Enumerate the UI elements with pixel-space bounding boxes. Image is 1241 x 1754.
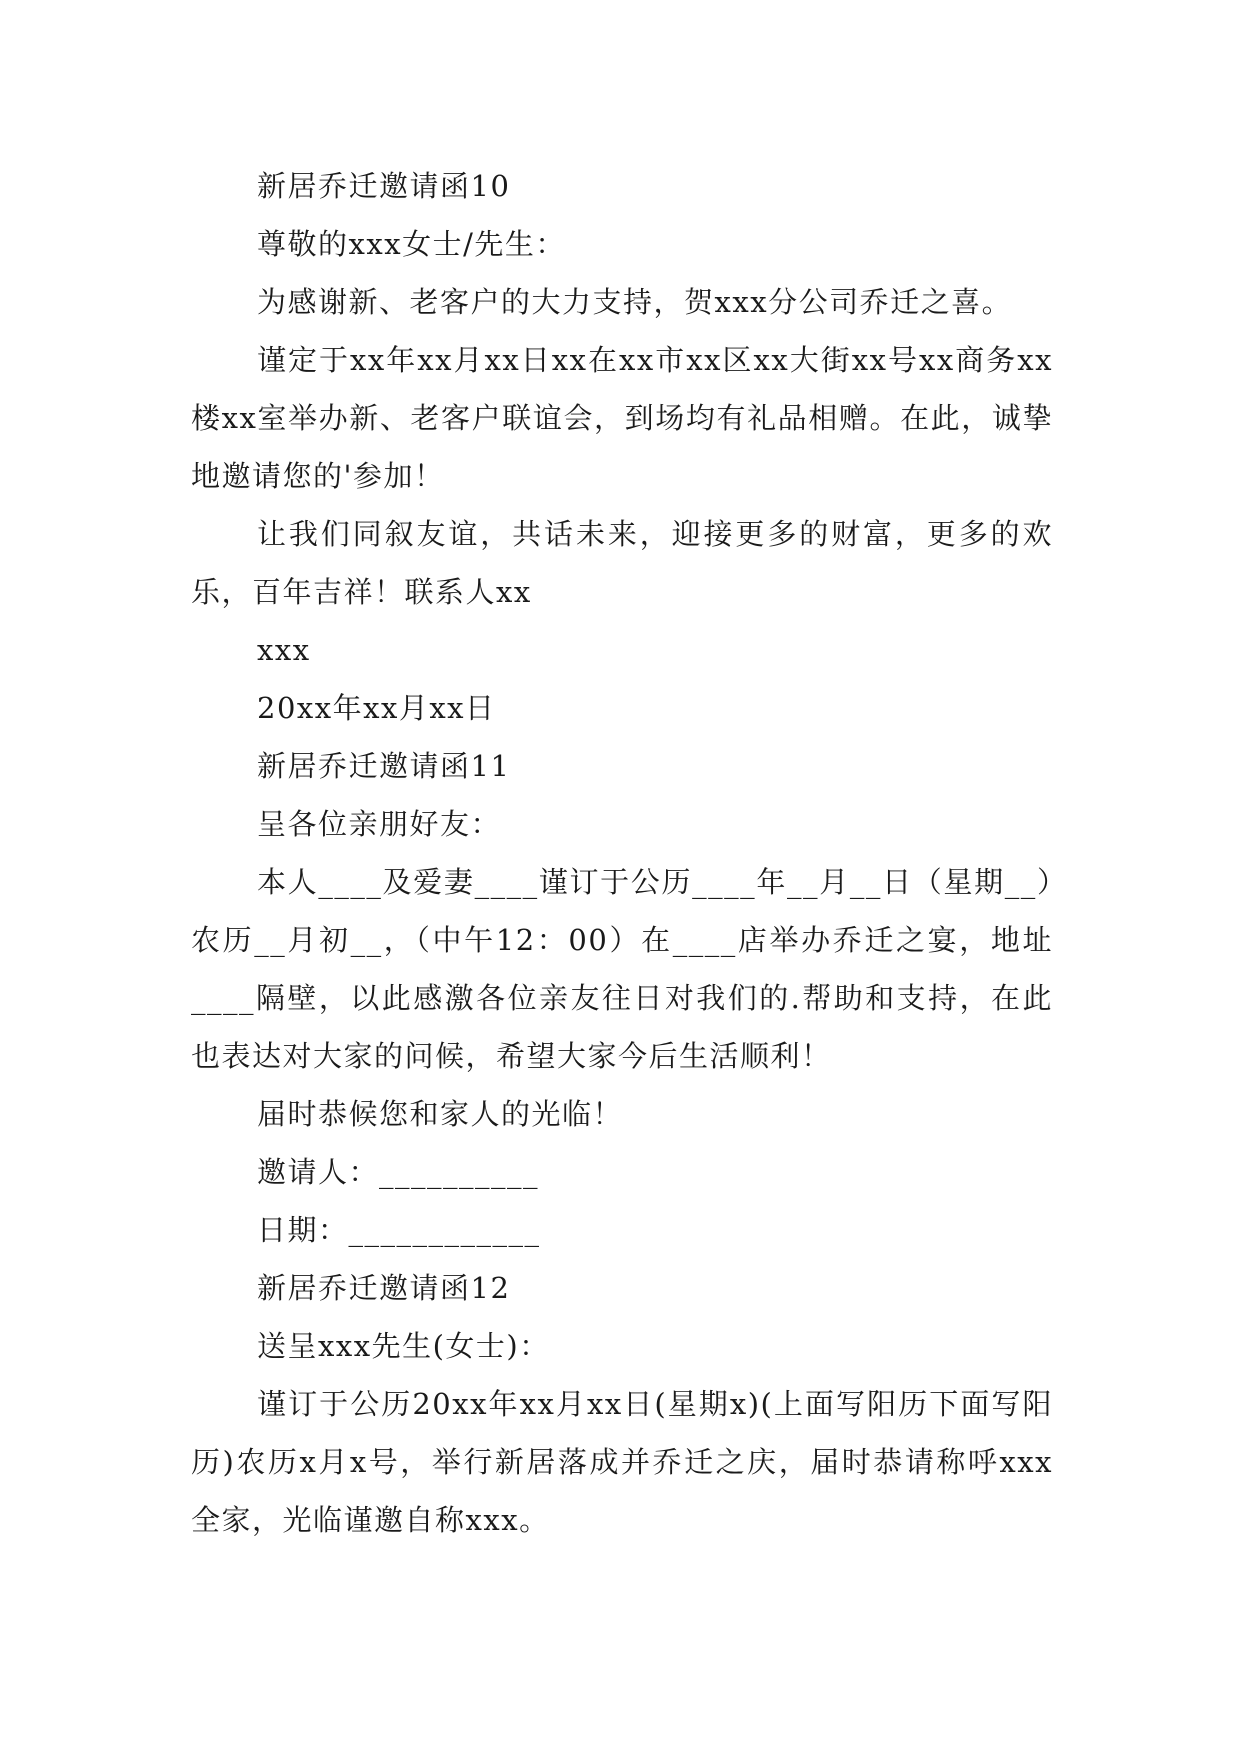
letter-12-salutation: 送呈xxx先生(女士)：: [257, 1329, 550, 1363]
letter-10-event-details: 谨定于xx年xx月xx日xx在xx市xx区xx大街xx号xx商务xx楼xx室举办新、老客户联谊会，到场均有礼品相赠。在此，诚挚地邀请您的'参加！: [191, 343, 1053, 493]
document-body: [191, 157, 1053, 1549]
letter-10-signer: xxx: [257, 633, 311, 667]
letter-10-salutation: 尊敬的xxx女士/先生：: [257, 227, 566, 261]
letter-10-title: 新居乔迁邀请函10: [257, 169, 511, 203]
letter-10-closing: 让我们同叙友谊，共话未来，迎接更多的财富，更多的欢乐，百年吉祥！联系人xx: [191, 517, 1053, 609]
letter-11-salutation: 呈各位亲朋好友：: [257, 807, 502, 841]
letter-11-closing: 届时恭候您和家人的光临！: [257, 1097, 624, 1131]
letter-11-inviter: 邀请人：__________: [257, 1155, 540, 1189]
letter-12-title: 新居乔迁邀请函12: [257, 1271, 511, 1305]
letter-10-intro: 为感谢新、老客户的大力支持，贺xxx分公司乔迁之喜。: [257, 285, 1013, 319]
letter-12-body: 谨订于公历20xx年xx月xx日(星期x)(上面写阳历下面写阳历)农历x月x号，举行新居落成并乔迁之庆，届时恭请称呼xxx全家，光临谨邀自称xxx。: [191, 1387, 1053, 1537]
letter-11-body: 本人____及爱妻____谨订于公历____年__月__日（星期__）农历__月初__，（中午12：00）在____店举办乔迁之宴，地址____隔壁，以此感激各位亲友往日对我们的.帮助和支持，在此也表达对大家的问候，希望大家今后生活顺利！: [191, 865, 1053, 1073]
letter-10-date: 20xx年xx月xx日: [257, 691, 496, 725]
letter-11-date: 日期：____________: [257, 1213, 541, 1247]
letter-11-title: 新居乔迁邀请函11: [257, 749, 511, 783]
